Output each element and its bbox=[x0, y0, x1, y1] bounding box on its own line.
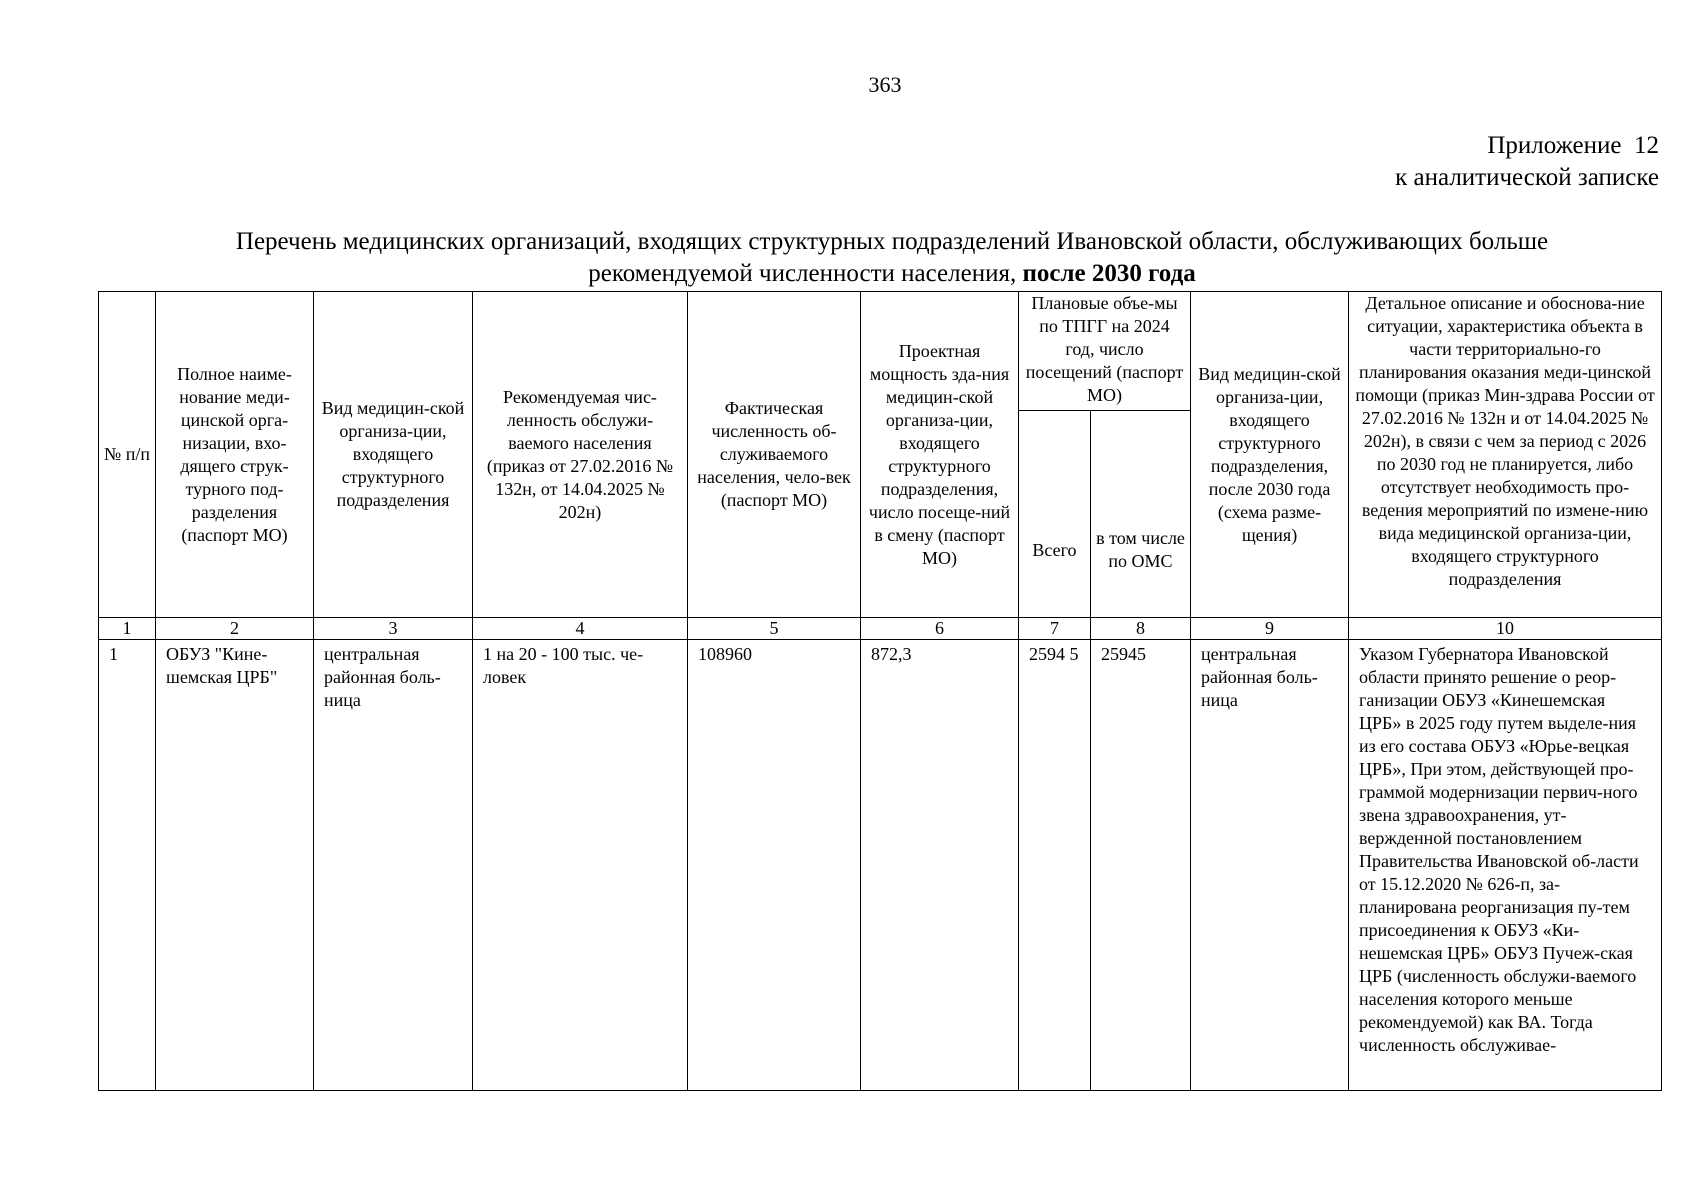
header-col-10: Детальное описание и обоснова-ние ситуации, характеристика объекта в части территориально-го планирования оказания меди-цинской помощи (приказ Мин-здрава России от 27.02.2016 № 132н и от 14.04.2025 № 202н), в связи с чем за период с 2026 по 2030 год не планируется, либо отсутствует необходимость про-ведения мероприятий по измене-нию вида медицинской организа-ции, входящего структурного подразделения bbox=[1349, 292, 1662, 618]
column-number: 8 bbox=[1091, 618, 1191, 640]
header-col-3: Вид медицин-ской организа-ции, входящего структурного подразделения bbox=[314, 292, 473, 618]
cell-name-text: ОБУЗ "Кине-шемская ЦРБ" bbox=[166, 644, 278, 687]
cell-actual-text: 108960 bbox=[698, 644, 752, 664]
header-col-8: в том числе по ОМС bbox=[1091, 411, 1191, 618]
cell-type-text: центральная районная боль-ница bbox=[324, 644, 441, 710]
cell-oms-text: 25945 bbox=[1101, 644, 1146, 664]
cell-type-after-text: центральная районная боль-ница bbox=[1201, 644, 1318, 710]
header-col-1: № п/п bbox=[99, 292, 156, 618]
column-number: 1 bbox=[99, 618, 156, 640]
document-title bbox=[80, 226, 1697, 290]
page-number: 363 bbox=[868, 72, 902, 97]
cell-description bbox=[1349, 640, 1662, 1091]
cell-actual bbox=[688, 640, 861, 1091]
header-col-7: Всего bbox=[1019, 411, 1091, 618]
column-number: 9 bbox=[1191, 618, 1349, 640]
cell-recommended-text: 1 на 20 - 100 тыс. че-ловек bbox=[483, 644, 644, 687]
title-line-2 bbox=[80, 258, 1697, 290]
appendix-label bbox=[1395, 130, 1659, 194]
cell-capacity-text: 872,3 bbox=[871, 644, 912, 664]
column-number: 7 bbox=[1019, 618, 1091, 640]
header-col-6: Проектная мощность зда-ния медицин-ской организа-ции, входящего структурного подразделения, число посеще-ний в смену (паспорт МО) bbox=[861, 292, 1019, 618]
header-group-planned-volumes: Плановые объе-мы по ТПГГ на 2024 год, число посещений (паспорт МО) bbox=[1019, 292, 1191, 411]
header-col-9: Вид медицин-ской организа-ции, входящего структурного подразделения, после 2030 года (схема разме-щения) bbox=[1191, 292, 1349, 618]
title-line-2-bold: после 2030 года bbox=[1022, 260, 1196, 287]
header-col-5: Фактическая численность об-служиваемого населения, чело-век (паспорт МО) bbox=[688, 292, 861, 618]
header-col-4: Рекомендуемая чис-ленность обслужи-ваемого населения (приказ от 27.02.2016 № 132н, от 14.04.2025 № 202н) bbox=[473, 292, 688, 618]
header-col-2: Полное наиме-нование меди-цинской орга-низации, вхо-дящего струк-турного под-разделения (паспорт МО) bbox=[156, 292, 314, 618]
cell-num-text: 1 bbox=[109, 644, 118, 664]
cell-capacity bbox=[861, 640, 1019, 1091]
column-number: 10 bbox=[1349, 618, 1662, 640]
title-line-1: Перечень медицинских организаций, входящих структурных подразделений Ивановской области, обслуживающих больше bbox=[235, 228, 1549, 255]
cell-total bbox=[1019, 640, 1091, 1091]
organizations-table bbox=[98, 291, 1662, 1091]
appendix-line-2: к аналитической записке bbox=[1395, 164, 1659, 191]
table-row bbox=[99, 640, 1662, 1091]
cell-total-text: 2594 5 bbox=[1029, 644, 1079, 664]
column-number: 3 bbox=[314, 618, 473, 640]
column-number: 2 bbox=[156, 618, 314, 640]
column-number: 6 bbox=[861, 618, 1019, 640]
cell-description-text: Указом Губернатора Ивановской области принято решение о реор-ганизации ОБУЗ «Кинешемская ЦРБ» в 2025 году путем выделе-ния из его состава ОБУЗ «Юрье-вецкая ЦРБ», При этом, действующей про-граммой модернизации первич-ного звена здравоохранения, ут-вержденной постановлением Правительства Ивановской об-ласти от 15.12.2020 № 626-п, за-планирована реорганизация пу-тем присоединения к ОБУЗ «Ки-нешемская ЦРБ» ОБУЗ Пучеж-ская ЦРБ (численность обслужи-ваемого населения которого меньше рекомендуемой) как ВА. Тогда численность обслуживае- bbox=[1359, 644, 1639, 1055]
column-number: 4 bbox=[473, 618, 688, 640]
title-line-2-regular: рекомендуемой численности населения, bbox=[588, 260, 1023, 287]
column-numbers-row bbox=[99, 618, 1662, 640]
cell-type-after bbox=[1191, 640, 1349, 1091]
cell-oms bbox=[1091, 640, 1191, 1091]
cell-name bbox=[156, 640, 314, 1091]
appendix-line-1: Приложение 12 bbox=[1487, 132, 1659, 159]
column-number: 5 bbox=[688, 618, 861, 640]
cell-recommended bbox=[473, 640, 688, 1091]
cell-num bbox=[99, 640, 156, 1091]
cell-type bbox=[314, 640, 473, 1091]
